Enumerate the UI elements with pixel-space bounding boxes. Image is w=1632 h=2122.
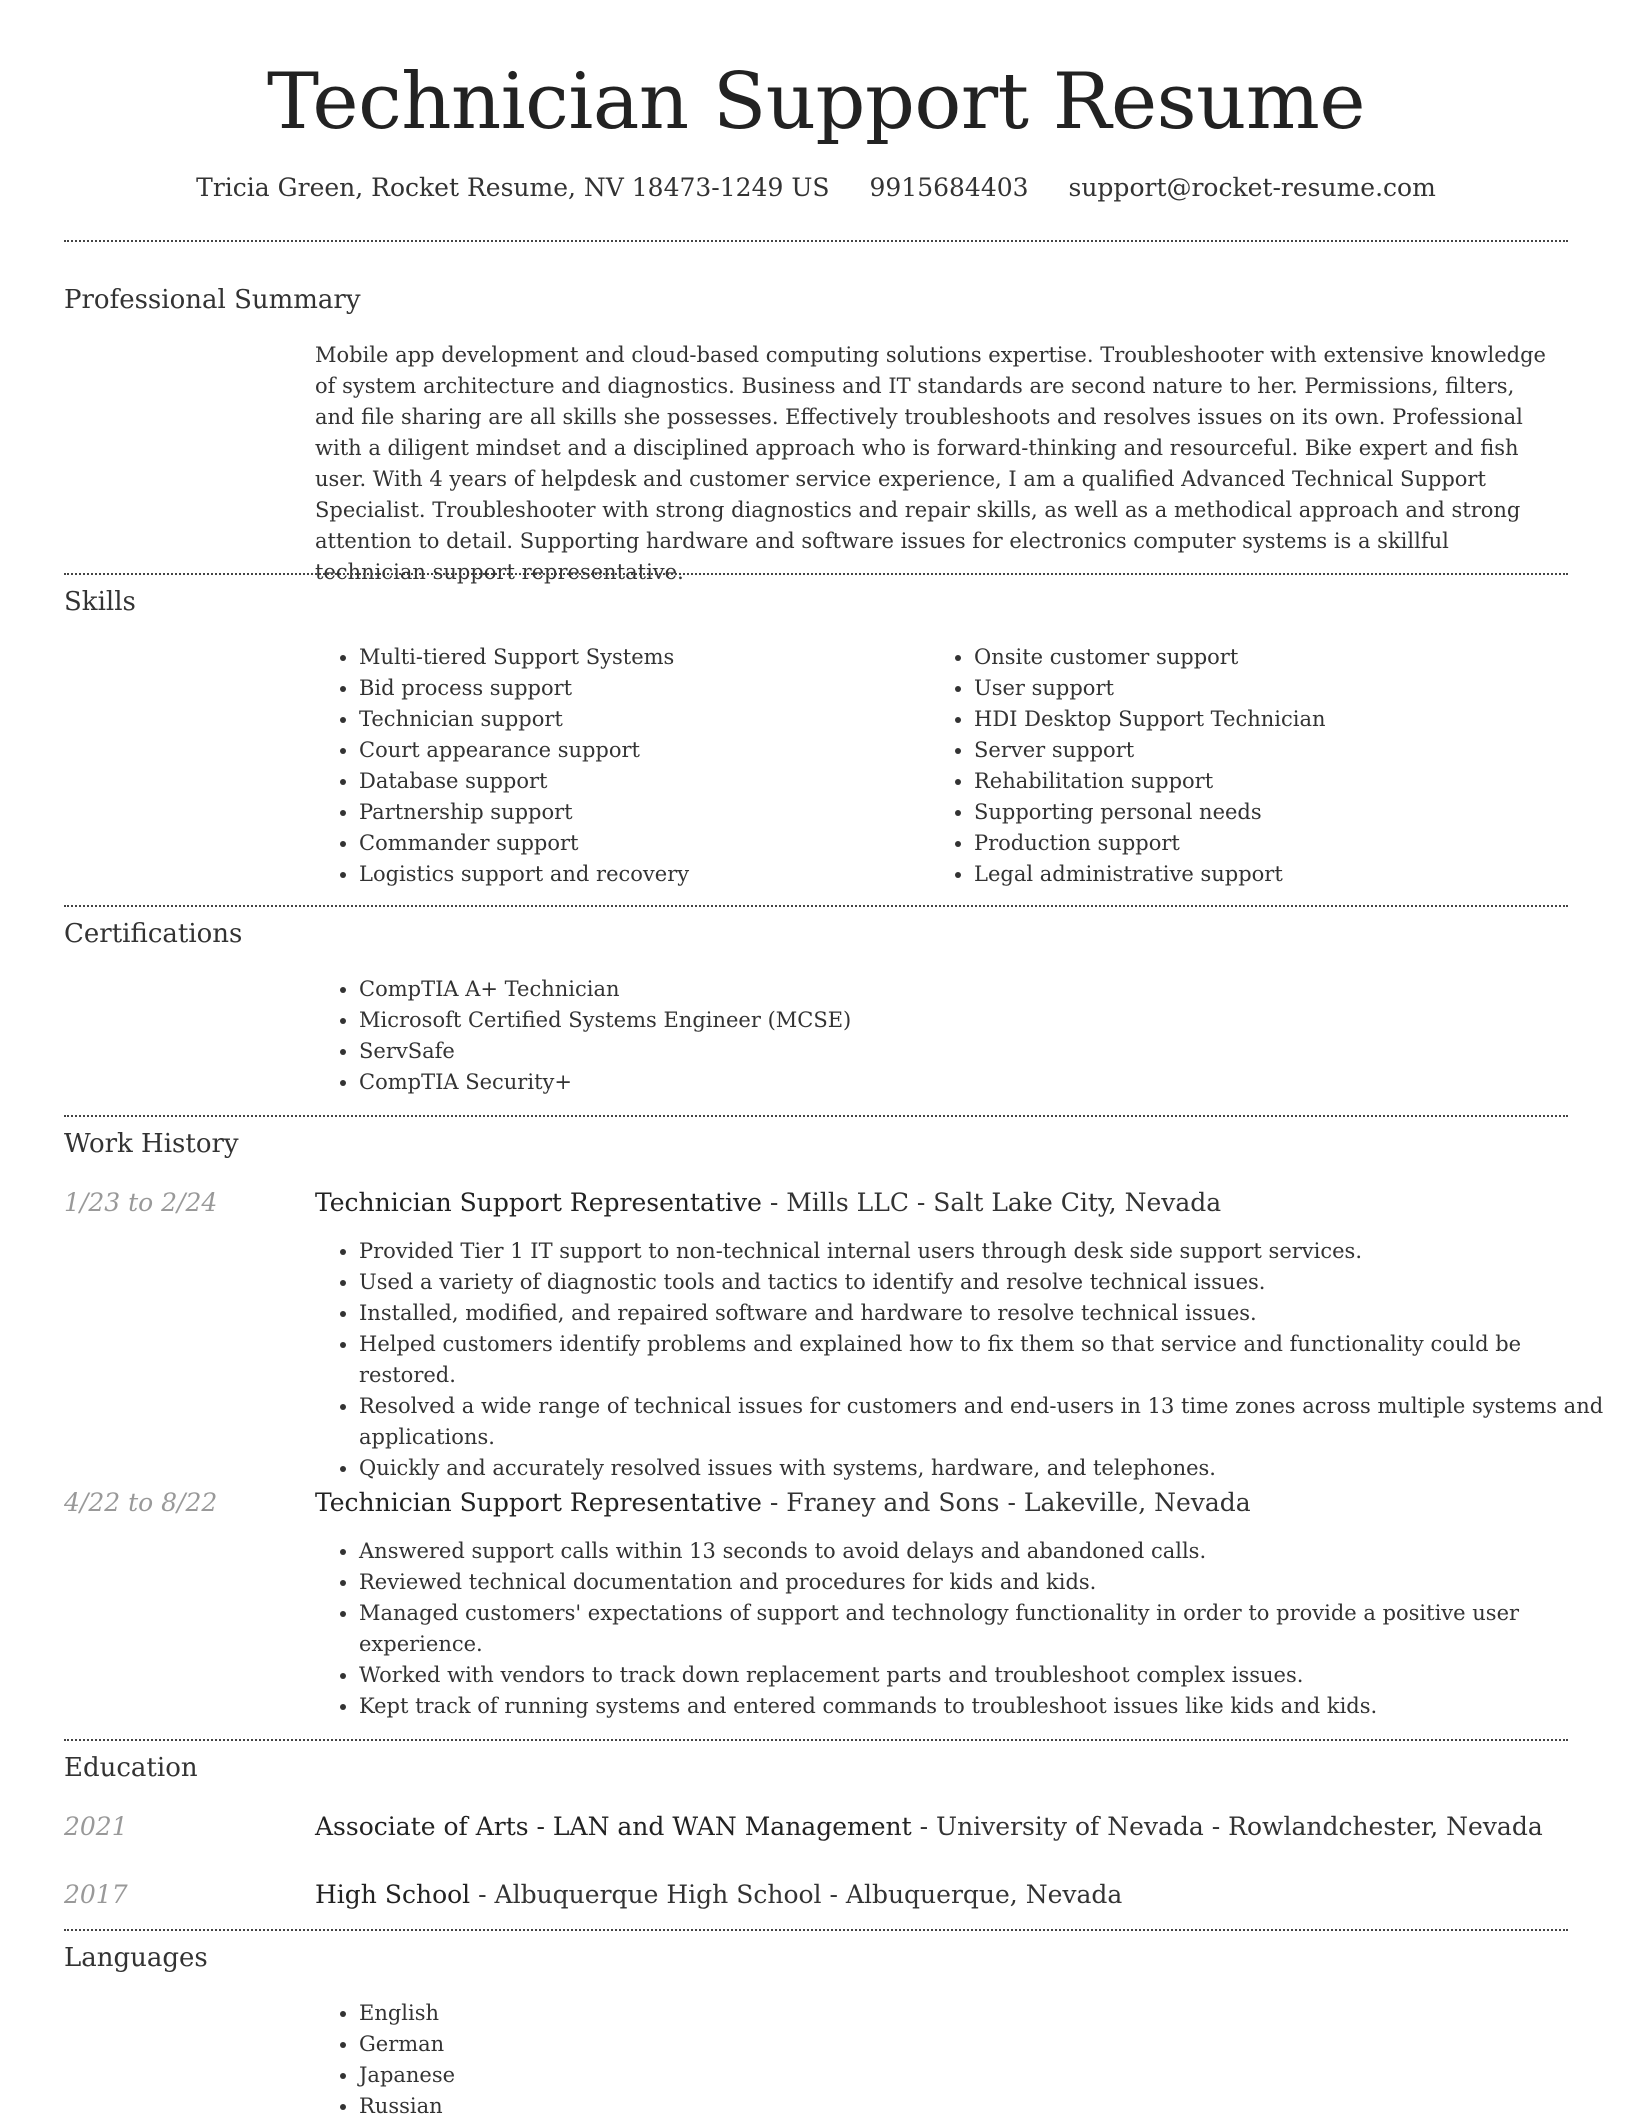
skill-item: • Onsite customer support — [974, 642, 1574, 673]
education-year: 2021 — [64, 1812, 128, 1841]
languages-heading: Languages — [64, 1943, 208, 1973]
divider — [64, 1929, 1568, 1931]
skill-item: • Logistics support and recovery — [359, 859, 919, 890]
divider — [64, 1739, 1568, 1741]
contact-address: Tricia Green, Rocket Resume, NV 18473-1249 US — [196, 173, 830, 202]
certification-item: • CompTIA Security+ — [359, 1067, 1559, 1098]
job-bullet: • Quickly and accurately resolved issues with systems, hardware, and telephones. — [359, 1453, 1609, 1484]
job-bullet: • Reviewed technical documentation and procedures for kids and kids. — [359, 1567, 1609, 1598]
job-bullet: • Resolved a wide range of technical issues for customers and end-users in 13 time zones across multiple systems and applications. — [359, 1391, 1609, 1453]
language-item: • German — [359, 2029, 959, 2060]
education-year: 2017 — [64, 1880, 128, 1909]
job-dates: 1/23 to 2/24 — [64, 1188, 218, 1217]
skill-item: • Legal administrative support — [974, 859, 1574, 890]
skill-item: • Database support — [359, 766, 919, 797]
education-degree: Associate of Arts - LAN and WAN Management — [315, 1812, 912, 1841]
skill-item: • Rehabilitation support — [974, 766, 1574, 797]
divider — [64, 905, 1568, 907]
job-bullet: • Answered support calls within 13 seconds to avoid delays and abandoned calls. — [359, 1536, 1609, 1567]
resume-title: Technician Support Resume — [266, 57, 1366, 147]
job-bullet: • Kept track of running systems and entered commands to troubleshoot issues like kids and kids. — [359, 1691, 1609, 1722]
skill-item: • HDI Desktop Support Technician — [974, 704, 1574, 735]
skill-item: • Bid process support — [359, 673, 919, 704]
skill-item: • User support — [974, 673, 1574, 704]
skills-list-right — [930, 642, 1574, 890]
job-bullet: • Provided Tier 1 IT support to non-technical internal users through desk side support services. — [359, 1236, 1609, 1267]
job-title: Technician Support Representative — [315, 1188, 762, 1217]
language-item: • Japanese — [359, 2060, 959, 2091]
job-dates: 4/22 to 8/22 — [64, 1488, 218, 1517]
education-line — [315, 1877, 1122, 1913]
certification-item: • Microsoft Certified Systems Engineer (MCSE) — [359, 1005, 1559, 1036]
job-bullet: • Worked with vendors to track down replacement parts and troubleshoot complex issues. — [359, 1660, 1609, 1691]
skill-item: • Supporting personal needs — [974, 797, 1574, 828]
divider — [64, 573, 1568, 575]
divider — [64, 240, 1568, 242]
certification-item: • ServSafe — [359, 1036, 1559, 1067]
job-bullets — [315, 1536, 1609, 1722]
skill-item: • Multi-tiered Support Systems — [359, 642, 919, 673]
education-school: - Albuquerque High School - Albuquerque, Nevada — [470, 1880, 1123, 1909]
skill-item: • Production support — [974, 828, 1574, 859]
certifications-heading: Certifications — [64, 919, 243, 949]
skill-item: • Server support — [974, 735, 1574, 766]
job-bullets — [315, 1236, 1609, 1484]
contact-line — [0, 168, 1632, 208]
skill-item: • Commander support — [359, 828, 919, 859]
job-title-line — [315, 1485, 1251, 1521]
job-employer: - Mills LLC - Salt Lake City, Nevada — [761, 1188, 1222, 1217]
certifications-list — [315, 974, 1559, 1098]
job-bullet: • Managed customers' expectations of support and technology functionality in order to provide a positive user experience. — [359, 1598, 1609, 1660]
summary-text: Mobile app development and cloud-based computing solutions expertise. Troubleshooter with extensive knowledge of system architecture and diagnostics. Business and IT standards are second nature to her. Permissions, filters, and file sharing are all skills she possesses. Effectively troubleshoots and resolves issues on its own. Professional with a diligent mindset and a disciplined approach who is forward-thinking and resourceful. Bike expert and fish user. With 4 years of helpdesk and customer service experience, I am a qualified Advanced Technical Support Specialist. Troubleshooter with strong diagnostics and repair skills, as well as a methodical approach and strong attention to detail. Supporting hardware and software issues for electronics computer systems is a skillful technician support representative. — [315, 343, 1546, 584]
education-line — [315, 1809, 1543, 1845]
education-degree: High School — [315, 1880, 471, 1909]
language-item: • English — [359, 1998, 959, 2029]
job-bullet: • Helped customers identify problems and explained how to fix them so that service and functionality could be restored. — [359, 1329, 1609, 1391]
language-item: • Russian — [359, 2091, 959, 2122]
summary-heading: Professional Summary — [64, 285, 361, 315]
languages-list — [315, 1998, 959, 2122]
skill-item: • Technician support — [359, 704, 919, 735]
certification-item: • CompTIA A+ Technician — [359, 974, 1559, 1005]
education-school: - University of Nevada - Rowlandchester, Nevada — [911, 1812, 1543, 1841]
education-heading: Education — [64, 1753, 198, 1783]
job-title-line — [315, 1185, 1221, 1221]
job-employer: - Franey and Sons - Lakeville, Nevada — [761, 1488, 1251, 1517]
skills-list-left — [315, 642, 919, 890]
skills-heading: Skills — [64, 587, 136, 617]
work-history-heading: Work History — [64, 1129, 239, 1159]
job-bullet: • Used a variety of diagnostic tools and tactics to identify and resolve technical issues. — [359, 1267, 1609, 1298]
skill-item: • Court appearance support — [359, 735, 919, 766]
job-bullet: • Installed, modified, and repaired software and hardware to resolve technical issues. — [359, 1298, 1609, 1329]
contact-email: support@rocket-resume.com — [1068, 173, 1436, 202]
divider — [64, 1115, 1568, 1117]
job-title: Technician Support Representative — [315, 1488, 762, 1517]
contact-phone: 9915684403 — [869, 173, 1029, 202]
skill-item: • Partnership support — [359, 797, 919, 828]
